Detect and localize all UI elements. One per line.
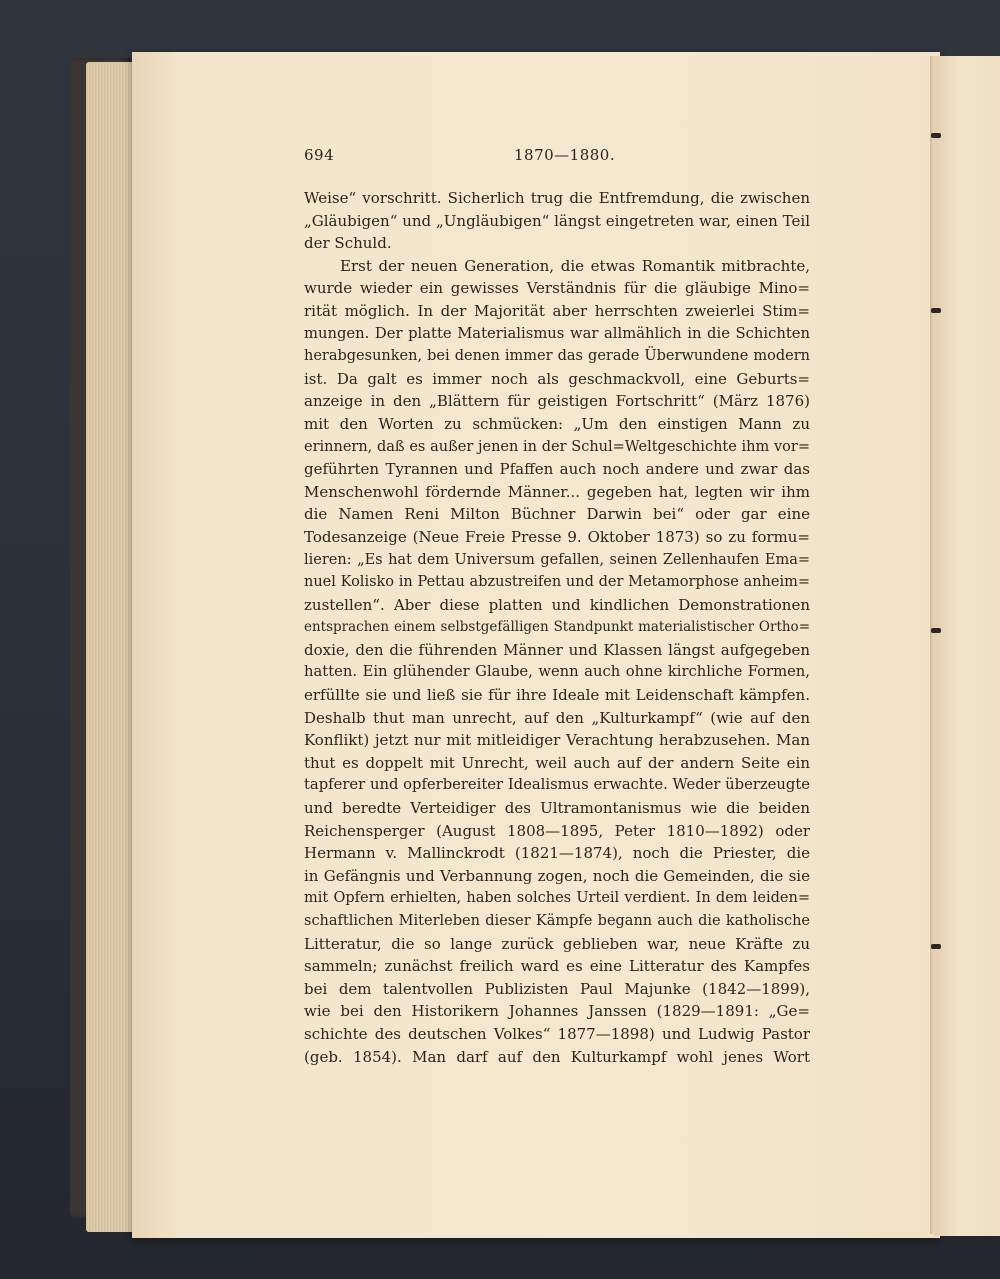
text-line: schaftlichen Miterleben dieser Kämpfe begann auch die katholische	[304, 913, 810, 929]
text-line: mungen. Der platte Materialismus war allmählich in die Schichten	[304, 324, 810, 342]
text-line: hatten. Ein glühender Glaube, wenn auch ohne kirchliche Formen,	[304, 663, 810, 681]
text-line: wurde wieder ein gewisses Verständnis für die gläubige Mino=	[304, 279, 810, 298]
text-line: zustellen“. Aber diese platten und kindlichen Demonstrationen	[304, 595, 810, 614]
binding-mark	[931, 628, 941, 633]
text-line: mit den Worten zu schmücken: „Um den einstigen Mann zu	[304, 414, 810, 433]
text-line: Menschenwohl fördernde Männer... gegeben hat, legten wir ihm	[304, 482, 810, 501]
text-line: die Namen Reni Milton Büchner Darwin bei“ oder gar eine	[304, 505, 810, 524]
body-text	[304, 187, 810, 1068]
page-header	[304, 146, 810, 172]
text-line: Reichensperger (August 1808—1895, Peter 1810—1892) oder	[304, 821, 810, 840]
text-line: Litteratur, die so lange zurück geblieben war, neue Kräfte zu	[304, 934, 810, 953]
text-line: ist. Da galt es immer noch als geschmackvoll, eine Geburts=	[304, 369, 810, 388]
text-line: tapferer und opferbereiter Idealismus erwachte. Weder überzeugte	[304, 776, 810, 794]
text-line: erfüllte sie und ließ sie für ihre Ideale mit Leidenschaft kämpfen.	[304, 686, 810, 705]
text-line: herabgesunken, bei denen immer das gerade Überwundene modern	[304, 348, 810, 365]
text-line: Konflikt) jetzt nur mit mitleidiger Verachtung herabzusehen. Man	[304, 731, 810, 750]
text-line: Deshalb thut man unrecht, auf den „Kulturkampf“ (wie auf den	[304, 708, 810, 727]
text-line: mit Opfern erhielten, haben solches Urteil verdient. In dem leiden=	[304, 890, 810, 907]
text-line: Hermann v. Mallinckrodt (1821—1874), noch die Priester, die	[304, 844, 810, 863]
text-line: „Gläubigen“ und „Ungläubigen“ längst eingetreten war, einen Teil	[304, 211, 810, 230]
next-page-edge	[934, 56, 1000, 1236]
page-gutter	[930, 56, 934, 1234]
text-line: nuel Kolisko in Pettau abzustreifen und der Metamorphose anheim=	[304, 574, 810, 591]
text-line: Todesanzeige (Neue Freie Presse 9. Oktober 1873) so zu formu=	[304, 527, 810, 546]
text-line: Weise“ vorschritt. Sicherlich trug die Entfremdung, die zwischen	[304, 189, 810, 207]
binding-mark	[931, 944, 941, 949]
text-line: rität möglich. In der Majorität aber herrschten zweierlei Stim=	[304, 301, 810, 320]
text-line: thut es doppelt mit Unrecht, weil auch auf der andern Seite ein	[304, 753, 810, 772]
text-line: Erst der neuen Generation, die etwas Romantik mitbrachte,	[340, 256, 810, 275]
text-line: erinnern, daß es außer jenen in der Schul=Weltgeschichte ihm vor=	[304, 438, 810, 455]
text-line: schichte des deutschen Volkes“ 1877—1898) und Ludwig Pastor	[304, 1024, 810, 1043]
text-line: wie bei den Historikern Johannes Janssen (1829—1891: „Ge=	[304, 1002, 810, 1021]
text-line: sammeln; zunächst freilich ward es eine Litteratur des Kampfes	[304, 957, 810, 976]
text-line: in Gefängnis und Verbannung zogen, noch die Gemeinden, die sie	[304, 866, 810, 885]
text-line: geführten Tyrannen und Pfaffen auch noch andere und zwar das	[304, 460, 810, 479]
text-line: doxie, den die führenden Männer und Klassen längst aufgegeben	[304, 640, 810, 659]
running-head: 1870—1880.	[514, 146, 616, 164]
binding-mark	[931, 133, 941, 138]
text-line: bei dem talentvollen Publizisten Paul Majunke (1842—1899),	[304, 979, 810, 998]
text-line: entsprachen einem selbstgefälligen Standpunkt materialistischer Ortho=	[304, 619, 810, 636]
binding-mark	[931, 308, 941, 313]
text-line: und beredte Verteidiger des Ultramontanismus wie die beiden	[304, 799, 810, 818]
text-line: der Schuld.	[304, 234, 392, 253]
text-line: (geb. 1854). Man darf auf den Kulturkampf wohl jenes Wort	[304, 1047, 810, 1066]
text-line: anzeige in den „Blättern für geistigen Fortschritt“ (März 1876)	[304, 392, 810, 411]
page-number: 694	[304, 146, 335, 164]
text-line: lieren: „Es hat dem Universum gefallen, seinen Zellenhaufen Ema=	[304, 551, 810, 568]
